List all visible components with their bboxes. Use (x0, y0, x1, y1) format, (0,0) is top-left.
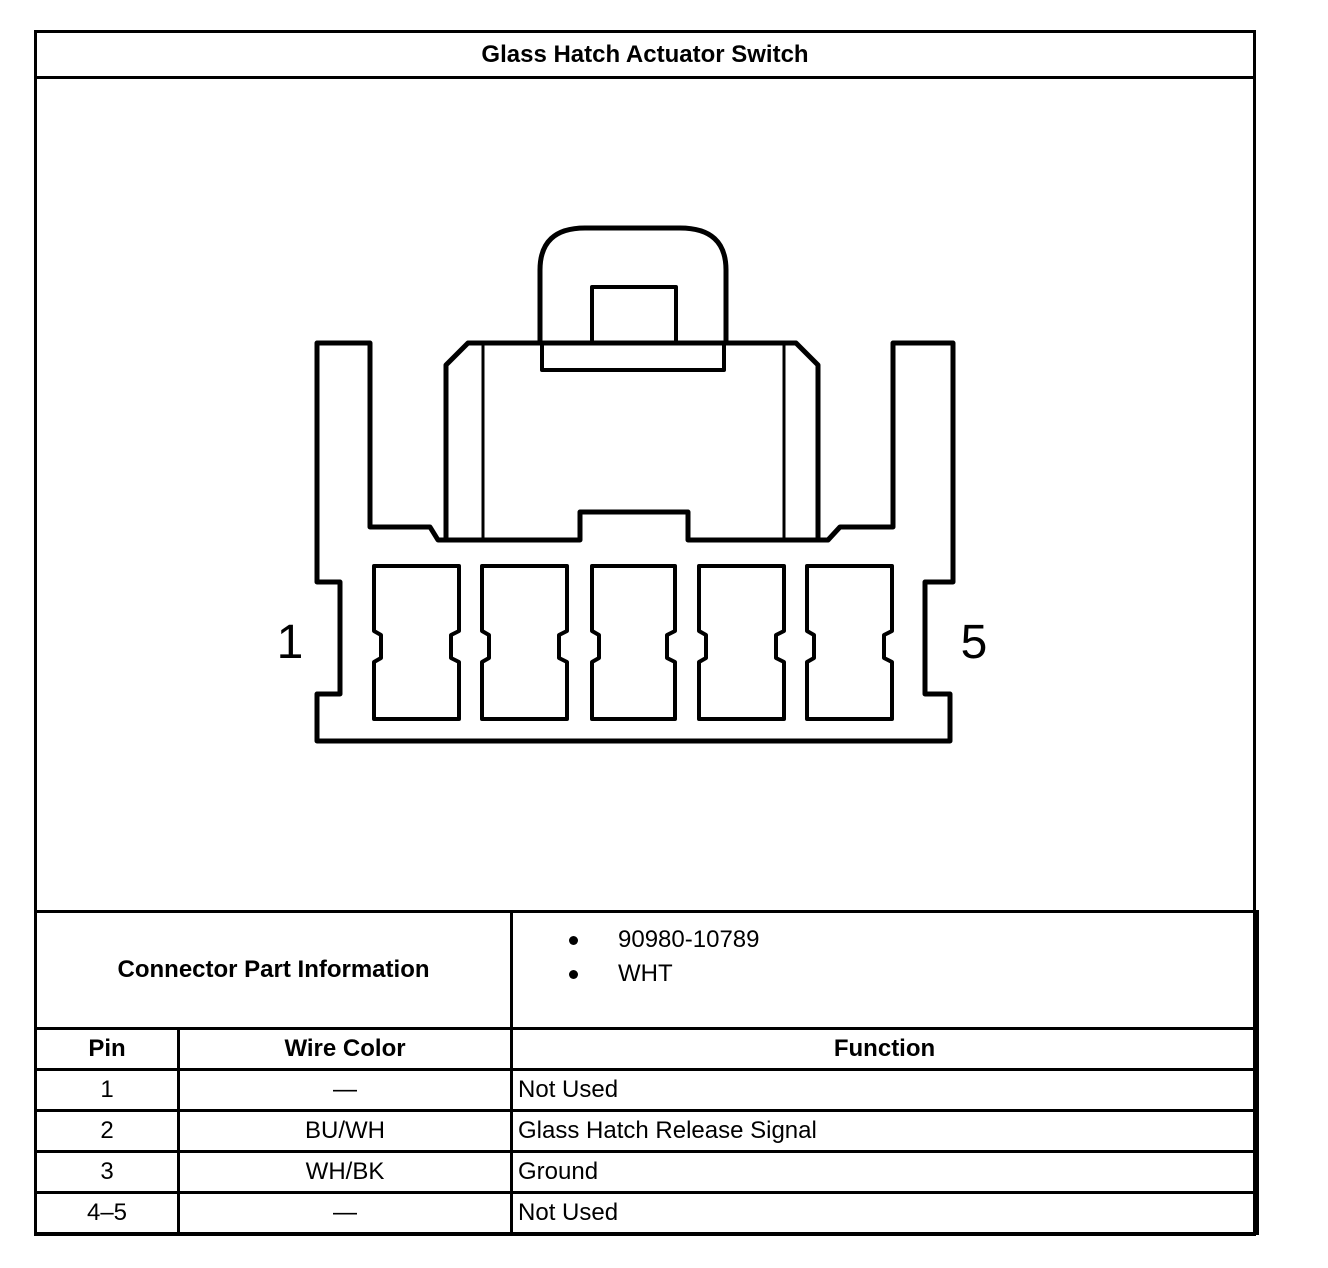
terminal-cavity (699, 566, 784, 719)
connector-info-table (34, 910, 1259, 1235)
table-row (36, 1070, 1258, 1111)
function-header: Function (512, 1029, 1258, 1070)
connector-color: WHT (513, 963, 1256, 997)
connector-document (34, 30, 1256, 1236)
latch-base (542, 343, 724, 370)
pin-5-label: 5 (960, 616, 988, 669)
terminal-cavity (807, 566, 892, 719)
table-row (36, 1193, 1258, 1234)
table-row (36, 1152, 1258, 1193)
table-row (36, 1111, 1258, 1152)
part-info-row (36, 912, 1258, 1029)
part-number: 90980-10789 (513, 929, 1256, 963)
wire-color-cell: WH/BK (179, 1152, 512, 1193)
pin-cell: 1 (36, 1070, 179, 1111)
function-cell: Not Used (512, 1193, 1258, 1234)
function-cell: Glass Hatch Release Signal (512, 1111, 1258, 1152)
wire-color-cell: — (179, 1193, 512, 1234)
pin-table-header (36, 1029, 1258, 1070)
pin-cell: 2 (36, 1111, 179, 1152)
terminal-cavity (482, 566, 567, 719)
part-info-label: Connector Part Information (36, 912, 512, 1029)
wire-color-cell: — (179, 1070, 512, 1111)
wire-color-header: Wire Color (179, 1029, 512, 1070)
pin-1-label: 1 (276, 616, 304, 669)
function-cell: Ground (512, 1152, 1258, 1193)
connector-diagram (37, 79, 1253, 912)
connector-outline (317, 343, 953, 741)
terminal-cavity (592, 566, 675, 719)
wire-color-cell: BU/WH (179, 1111, 512, 1152)
connector-face-drawing (37, 79, 1253, 912)
terminal-cavities (374, 566, 892, 719)
function-cell: Not Used (512, 1070, 1258, 1111)
latch-window (592, 287, 676, 343)
part-info-values (512, 912, 1258, 1029)
terminal-cavity (374, 566, 459, 719)
pin-cell: 4–5 (36, 1193, 179, 1234)
pin-cell: 3 (36, 1152, 179, 1193)
page-title: Glass Hatch Actuator Switch (37, 33, 1253, 79)
pin-header: Pin (36, 1029, 179, 1070)
